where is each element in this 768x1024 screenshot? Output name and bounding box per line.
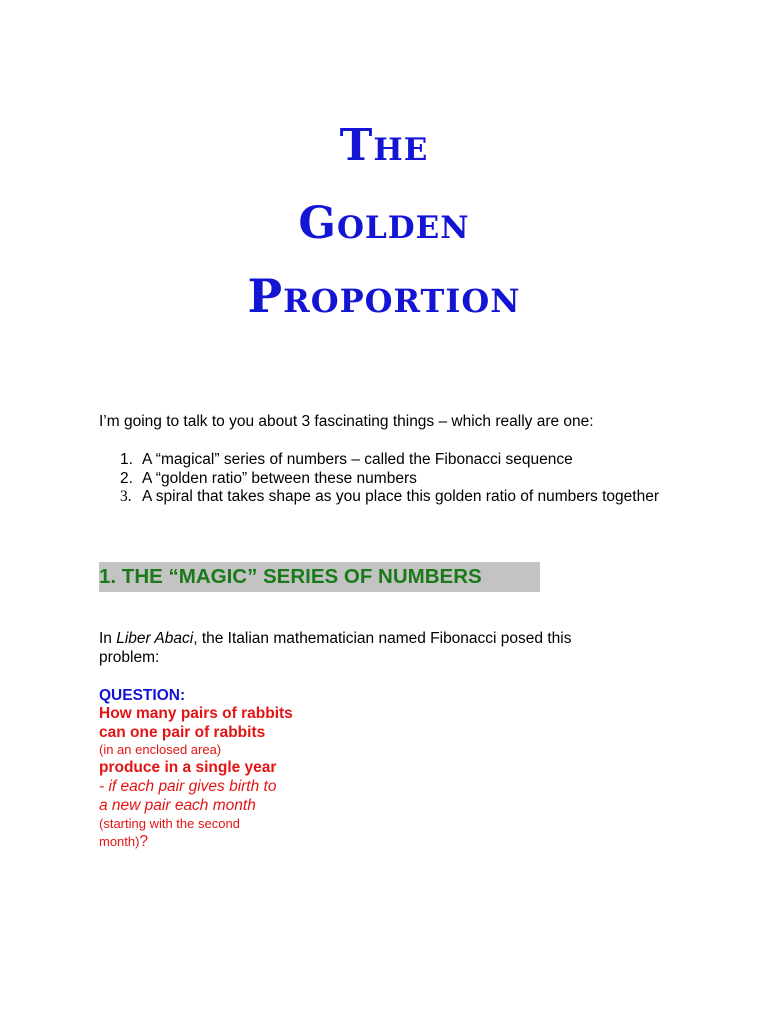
question-mark: ? (139, 833, 149, 850)
question-line-1: How many pairs of rabbits (99, 705, 293, 722)
question-label: QUESTION: (99, 687, 186, 704)
paragraph-prefix: In (99, 630, 117, 647)
list-item (99, 488, 659, 507)
intro-text: I’m going to talk to you about 3 fascinating things – which really are one: (99, 413, 594, 430)
topic-list (99, 451, 659, 507)
question-line-3: (in an enclosed area) (99, 742, 222, 757)
list-item-text: A “golden ratio” between these numbers (142, 469, 417, 487)
question-line-4: produce in a single year (99, 759, 277, 776)
list-item-number: 2. (120, 469, 133, 487)
section-heading: 1. THE “MAGIC” SERIES OF NUMBERS (99, 562, 540, 592)
question-line-5: - if each pair gives birth to (99, 778, 277, 795)
title-line-2: Golden (298, 198, 470, 249)
question-line-8-text: month) (99, 834, 140, 849)
question-line-8 (99, 834, 148, 850)
list-item-text: A “magical” series of numbers – called the Fibonacci sequence (142, 451, 573, 468)
title-line-3: Proportion (247, 269, 521, 323)
question-line-2: can one pair of rabbits (99, 724, 266, 741)
question-line-6: a new pair each month (99, 797, 256, 814)
list-item-number: 3. (120, 488, 132, 505)
liber-abaci-paragraph (99, 629, 619, 667)
list-item-number: 1. (120, 451, 133, 468)
question-line-7: (starting with the second (99, 816, 240, 831)
paragraph-rest: , the Italian mathematician named Fibonacci posed this problem: (99, 630, 572, 666)
list-item (99, 470, 659, 489)
list-item-text: A spiral that takes shape as you place this golden ratio of numbers together (142, 488, 659, 505)
book-title: Liber Abaci (116, 630, 194, 647)
title-line-1: The (339, 120, 429, 171)
list-item (99, 451, 659, 470)
